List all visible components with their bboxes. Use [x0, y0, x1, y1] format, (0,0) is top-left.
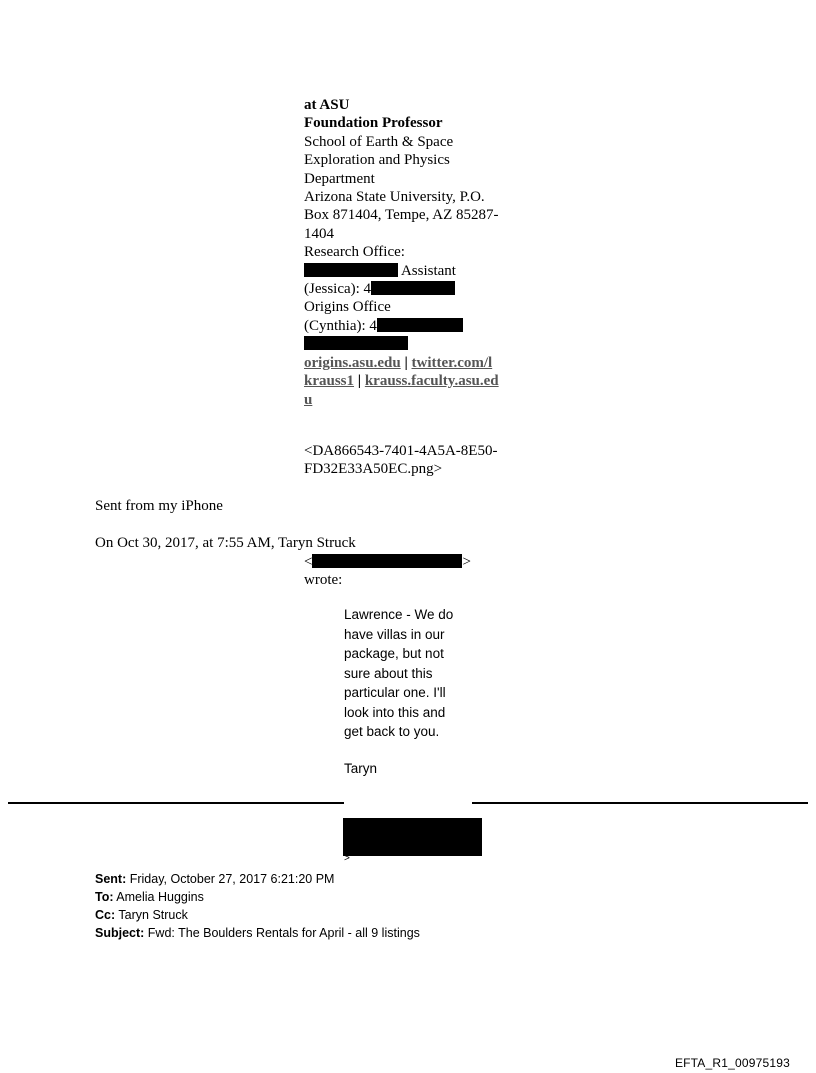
attachment-reference [304, 442, 497, 479]
faculty-link-cont[interactable]: u [304, 391, 313, 408]
faculty-link[interactable]: krauss.faculty.asu.ed [364, 373, 499, 390]
signature-addr1: Arizona State University, P.O. [304, 189, 485, 206]
redaction-box [312, 554, 462, 568]
signature-addr2: Box 871404, Tempe, AZ 85287- [304, 207, 499, 224]
email-header [95, 870, 420, 942]
separator-rule-right [472, 802, 808, 804]
redaction-box [371, 281, 455, 295]
attachment-line1: <DA866543-7401-4A5A-8E50- [304, 443, 498, 459]
reply-line: get back to you. [344, 724, 440, 739]
reply-line: look into this and [344, 704, 446, 720]
redaction-box [343, 818, 482, 856]
to-value: Amelia Huggins [113, 890, 204, 904]
signature-addr3: 1404 [304, 225, 334, 242]
reply-line: package, but not [344, 646, 444, 661]
signature-dept2: Exploration and Physics [304, 152, 450, 169]
reply-signoff: Taryn [344, 761, 378, 776]
signature-origins-office: Origins Office [304, 299, 391, 316]
reply-body [344, 605, 484, 742]
reply-line: Lawrence - We do [344, 607, 454, 622]
cc-value: Taryn Struck [115, 908, 188, 922]
separator-rule-left [8, 802, 344, 804]
sent-value: Friday, October 27, 2017 6:21:20 PM [126, 872, 335, 886]
quote-wrote: wrote: [304, 572, 343, 588]
attachment-line2: FD32E33A50EC.png> [304, 461, 443, 478]
redaction-box [304, 263, 398, 277]
reply-line: sure about this [344, 665, 433, 681]
quote-address-open: < [304, 554, 313, 570]
sent-from-line: Sent from my iPhone [95, 498, 223, 514]
signature-dept3: Department [304, 170, 375, 187]
origins-link[interactable]: origins.asu.edu [304, 354, 401, 371]
quote-address [304, 553, 471, 571]
signature-jessica: (Jessica): 4 [304, 281, 372, 298]
reply-line: particular one. I'll [344, 685, 446, 700]
twitter-link-cont[interactable]: krauss1 [304, 373, 355, 390]
email-signature [304, 96, 524, 409]
link-separator: | [400, 354, 412, 371]
bates-number: EFTA_R1_00975193 [674, 1056, 790, 1070]
signature-title: Foundation Professor [304, 115, 443, 132]
sent-label: Sent: [95, 872, 127, 886]
signature-research-office: Research Office: [304, 244, 405, 261]
signature-cynthia: (Cynthia): 4 [304, 317, 377, 334]
quote-intro: On Oct 30, 2017, at 7:55 AM, Taryn Struck [95, 535, 356, 551]
redaction-box [304, 336, 408, 350]
quote-address-close: > [462, 554, 471, 570]
link-separator: | [354, 373, 365, 390]
signature-dept1: School of Earth & Space [304, 133, 454, 150]
cc-label: Cc: [95, 908, 116, 922]
redacted-suffix: > [344, 853, 350, 864]
subject-value: Fwd: The Boulders Rentals for April - all 9 listings [144, 926, 420, 940]
subject-label: Subject: [95, 926, 145, 940]
reply-line: have villas in our [344, 626, 445, 642]
twitter-link[interactable]: twitter.com/l [411, 354, 493, 371]
redaction-box [377, 318, 463, 332]
signature-line1: at ASU [304, 97, 350, 113]
to-label: To: [95, 890, 114, 904]
signature-assistant: Assistant [400, 262, 456, 279]
